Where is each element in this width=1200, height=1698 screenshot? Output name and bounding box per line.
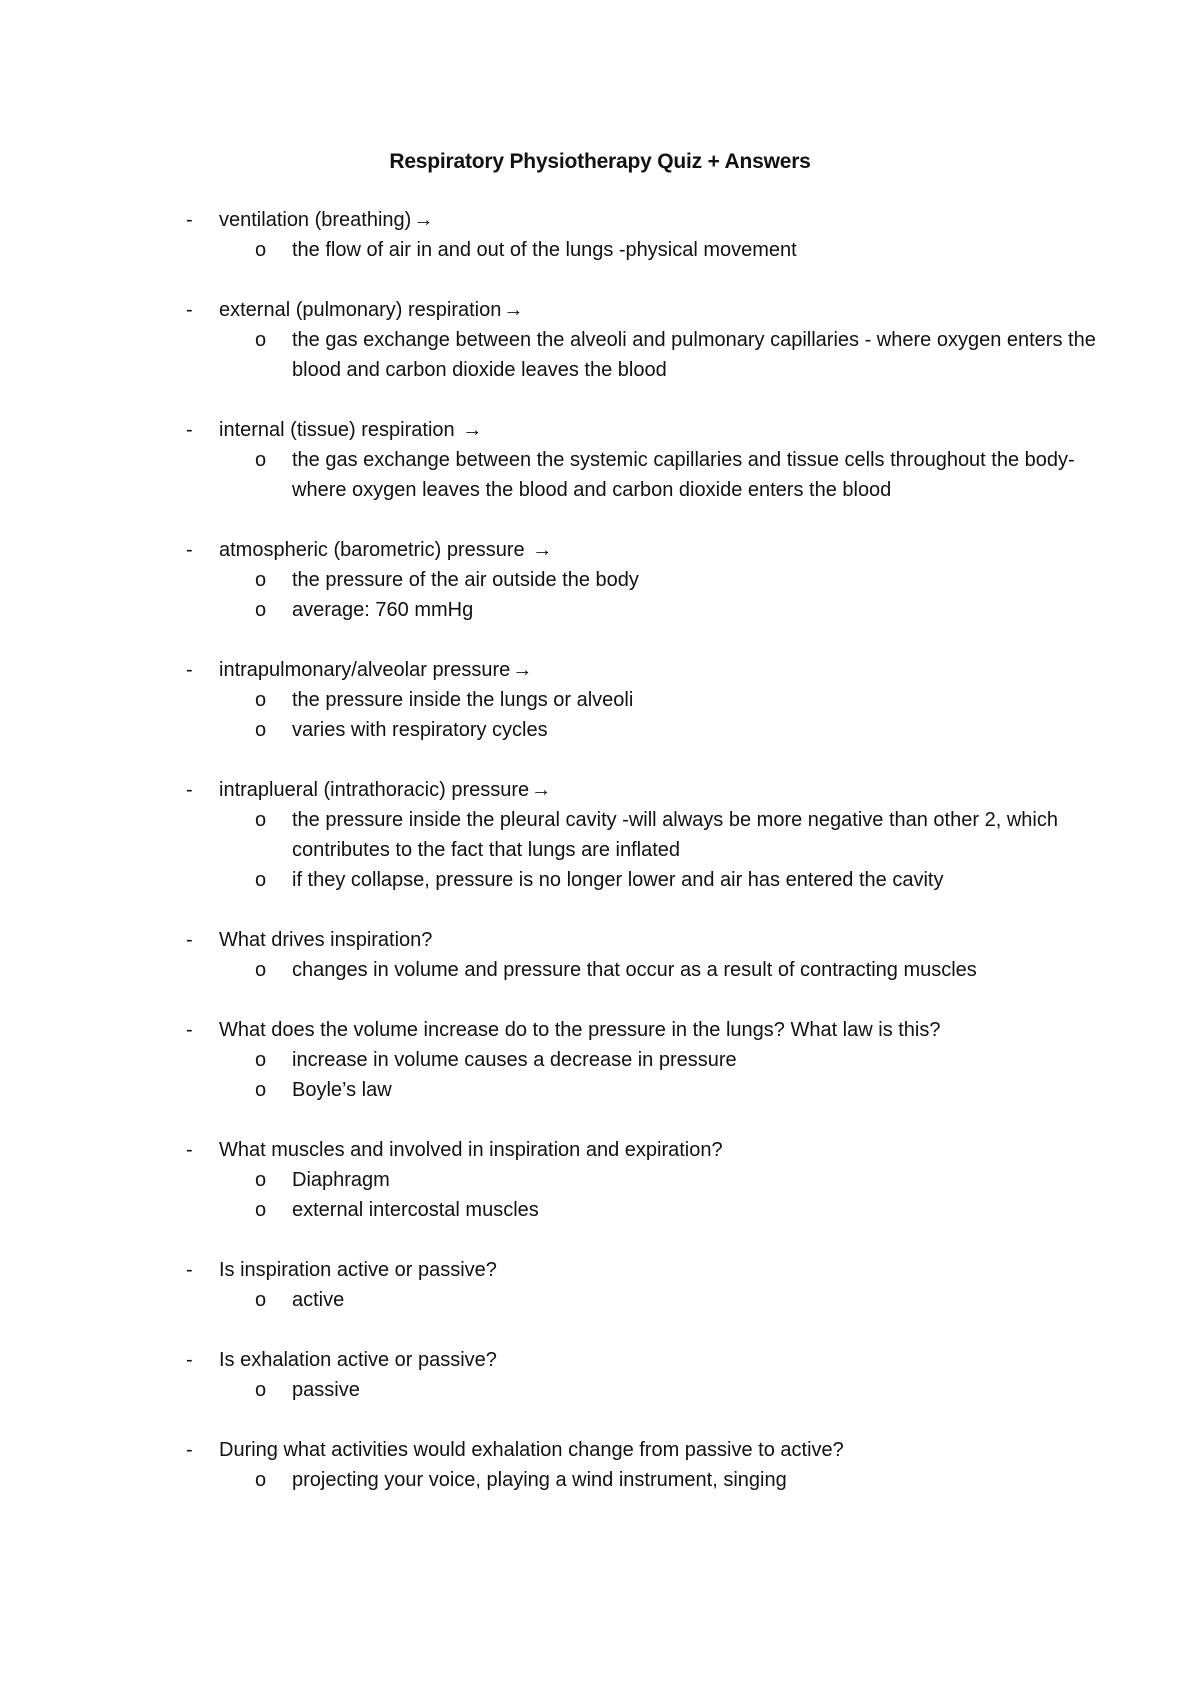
circle-bullet-icon: o [255,1469,267,1491]
answer-list [0,955,1200,985]
answer-list [0,565,1200,625]
dash-bullet: - [186,659,193,681]
question-line [0,1015,1200,1045]
circle-bullet-icon: o [255,569,267,591]
question-text: ventilation (breathing) [219,209,412,231]
answer-text: the gas exchange between the systemic capillaries and tissue cells throughout the body-where oxygen leaves the blood and carbon dioxide enters the blood [292,449,1075,501]
answer-item [0,1075,1200,1105]
right-arrow-icon: → [413,209,434,231]
qa-item [0,655,1200,745]
right-arrow-icon: → [462,419,483,441]
question-text: What drives inspiration? [219,929,433,951]
circle-bullet-icon: o [255,1379,267,1401]
right-arrow-icon: → [512,659,533,681]
dash-bullet: - [186,1019,193,1041]
answer-item [0,235,1200,265]
answer-item [0,1165,1200,1195]
qa-item [0,1345,1200,1405]
answer-item [0,565,1200,595]
answer-text: the flow of air in and out of the lungs -physical movement [292,239,797,261]
dash-bullet: - [186,779,193,801]
page-title: Respiratory Physiotherapy Quiz + Answers [389,150,811,173]
circle-bullet-icon: o [255,1079,267,1101]
question-line [0,1435,1200,1465]
answer-list [0,805,1200,895]
answer-item [0,1465,1200,1495]
dash-bullet: - [186,209,193,231]
answer-list [0,325,1200,385]
answer-item [0,955,1200,985]
answer-item [0,865,1200,895]
dash-bullet: - [186,1259,193,1281]
circle-bullet-icon: o [255,689,267,711]
answer-list [0,685,1200,745]
dash-bullet: - [186,1439,193,1461]
answer-item [0,685,1200,715]
answer-item [0,1375,1200,1405]
answer-text: changes in volume and pressure that occur as a result of contracting muscles [292,959,977,981]
answer-item [0,595,1200,625]
qa-item [0,295,1200,385]
circle-bullet-icon: o [255,719,267,741]
qa-item [0,1255,1200,1315]
answer-item [0,1195,1200,1225]
dash-bullet: - [186,1349,193,1371]
qa-item [0,1135,1200,1225]
answer-text: varies with respiratory cycles [292,719,548,741]
question-line [0,1135,1200,1165]
answer-list [0,1285,1200,1315]
question-text: atmospheric (barometric) pressure [219,539,531,561]
answer-list [0,445,1200,505]
circle-bullet-icon: o [255,869,267,891]
answer-list [0,1045,1200,1105]
dash-bullet: - [186,419,193,441]
right-arrow-icon: → [503,299,524,321]
question-line [0,205,1200,235]
circle-bullet-icon: o [255,1169,267,1191]
dash-bullet: - [186,1139,193,1161]
answer-list [0,235,1200,265]
question-text: Is exhalation active or passive? [219,1349,497,1371]
circle-bullet-icon: o [255,1049,267,1071]
question-text: What muscles and involved in inspiration and expiration? [219,1139,723,1161]
qa-item [0,205,1200,265]
question-line [0,655,1200,685]
circle-bullet-icon: o [255,599,267,621]
question-line [0,775,1200,805]
answer-item [0,1285,1200,1315]
question-line [0,415,1200,445]
dash-bullet: - [186,299,193,321]
circle-bullet-icon: o [255,959,267,981]
answer-text: Boyle’s law [292,1079,392,1101]
answer-text: average: 760 mmHg [292,599,474,621]
question-text: external (pulmonary) respiration [219,299,502,321]
answer-text: the pressure inside the pleural cavity -will always be more negative than other 2, which contributes to the fact that lungs are inflated [292,809,1058,861]
question-text: During what activities would exhalation change from passive to active? [219,1439,844,1461]
answer-list [0,1375,1200,1405]
answer-item [0,325,1200,385]
question-text: intraplueral (intrathoracic) pressure [219,779,530,801]
qa-item [0,415,1200,505]
answer-text: increase in volume causes a decrease in pressure [292,1049,737,1071]
answer-item [0,1045,1200,1075]
answer-item [0,715,1200,745]
qa-item [0,775,1200,895]
answer-list [0,1465,1200,1495]
answer-text: Diaphragm [292,1169,390,1191]
answer-text: the pressure inside the lungs or alveoli [292,689,634,711]
right-arrow-icon: → [531,779,552,801]
answer-item [0,805,1200,865]
qa-item [0,1435,1200,1495]
answer-text: active [292,1289,345,1311]
circle-bullet-icon: o [255,329,267,351]
circle-bullet-icon: o [255,239,267,261]
answer-text: if they collapse, pressure is no longer lower and air has entered the cavity [292,869,944,891]
dash-bullet: - [186,929,193,951]
question-line [0,295,1200,325]
qa-item [0,1015,1200,1105]
question-text: What does the volume increase do to the pressure in the lungs? What law is this? [219,1019,941,1041]
answer-text: passive [292,1379,360,1401]
answer-item [0,445,1200,505]
qa-item [0,535,1200,625]
answer-text: external intercostal muscles [292,1199,539,1221]
circle-bullet-icon: o [255,1199,267,1221]
question-line [0,535,1200,565]
qa-list [0,205,1200,1525]
question-text: internal (tissue) respiration [219,419,461,441]
answer-text: the gas exchange between the alveoli and pulmonary capillaries - where oxygen enters the blood and carbon dioxide leaves the blood [292,329,1096,381]
dash-bullet: - [186,539,193,561]
question-line [0,925,1200,955]
right-arrow-icon: → [532,539,553,561]
question-line [0,1345,1200,1375]
answer-text: projecting your voice, playing a wind instrument, singing [292,1469,787,1491]
question-line [0,1255,1200,1285]
circle-bullet-icon: o [255,1289,267,1311]
question-text: Is inspiration active or passive? [219,1259,497,1281]
answer-list [0,1165,1200,1225]
answer-text: the pressure of the air outside the body [292,569,639,591]
circle-bullet-icon: o [255,449,267,471]
question-text: intrapulmonary/alveolar pressure [219,659,511,681]
qa-item [0,925,1200,985]
circle-bullet-icon: o [255,809,267,831]
